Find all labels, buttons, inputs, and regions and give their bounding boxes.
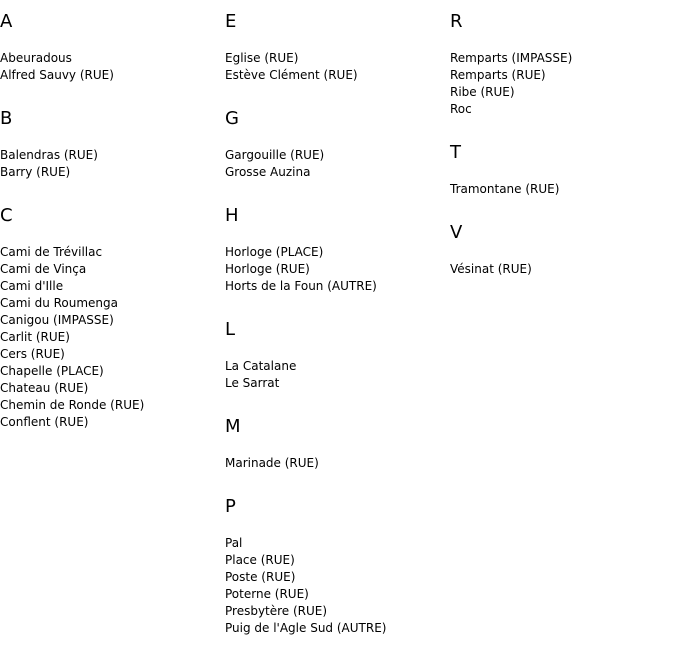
letter-heading: C (0, 205, 13, 226)
street-link[interactable]: La Catalane (225, 359, 297, 373)
letter-section (225, 319, 445, 392)
street-link[interactable]: Cers (RUE) (0, 347, 65, 361)
street-link[interactable]: Grosse Auzina (225, 165, 311, 179)
street-link[interactable]: Horloge (PLACE) (225, 245, 324, 259)
letter-heading: P (225, 496, 236, 517)
street-list (450, 261, 670, 278)
street-link[interactable]: Poste (RUE) (225, 570, 296, 584)
letter-section (450, 11, 670, 118)
street-link[interactable]: Ribe (RUE) (450, 85, 515, 99)
street-list (225, 50, 445, 84)
street-link[interactable]: Abeuradous (0, 51, 72, 65)
letter-section (450, 142, 670, 198)
street-link[interactable]: Gargouille (RUE) (225, 148, 325, 162)
street-list (225, 455, 445, 472)
letter-section (0, 11, 220, 84)
street-link[interactable]: Cami du Roumenga (0, 296, 119, 310)
street-link[interactable]: Pal (225, 536, 243, 550)
letter-section (0, 108, 220, 181)
street-link[interactable]: Remparts (IMPASSE) (450, 51, 573, 65)
street-link[interactable]: Presbytère (RUE) (225, 604, 328, 618)
letter-section (450, 222, 670, 278)
letter-heading: E (225, 11, 237, 32)
street-link[interactable]: Puig de l'Agle Sud (AUTRE) (225, 621, 387, 635)
street-link[interactable]: Place (RUE) (225, 553, 295, 567)
letter-heading: G (225, 108, 239, 129)
street-list (225, 147, 445, 181)
index-column-2 (225, 0, 445, 661)
street-link[interactable]: Chemin de Ronde (RUE) (0, 398, 145, 412)
street-link[interactable]: Vésinat (RUE) (450, 262, 532, 276)
letter-section (225, 108, 445, 181)
street-link[interactable]: Cami d'Ille (0, 279, 64, 293)
street-list (225, 244, 445, 295)
street-link[interactable]: Cami de Trévillac (0, 245, 103, 259)
index-column-1 (0, 0, 220, 455)
street-link[interactable]: Poterne (RUE) (225, 587, 309, 601)
street-link[interactable]: Carlit (RUE) (0, 330, 70, 344)
street-list (225, 535, 445, 637)
letter-heading: A (0, 11, 13, 32)
street-link[interactable]: Remparts (RUE) (450, 68, 546, 82)
street-link[interactable]: Horts de la Foun (AUTRE) (225, 279, 377, 293)
letter-section (225, 496, 445, 637)
street-list (0, 50, 220, 84)
letter-heading: V (450, 222, 463, 243)
street-list (0, 244, 220, 431)
letter-heading: M (225, 416, 241, 437)
street-link[interactable]: Tramontane (RUE) (450, 182, 560, 196)
letter-heading: R (450, 11, 463, 32)
street-link[interactable]: Balendras (RUE) (0, 148, 98, 162)
street-link[interactable]: Eglise (RUE) (225, 51, 299, 65)
street-link[interactable]: Roc (450, 102, 472, 116)
street-link[interactable]: Barry (RUE) (0, 165, 71, 179)
letter-section (0, 205, 220, 431)
letter-section (225, 416, 445, 472)
letter-heading: B (0, 108, 13, 129)
street-list (0, 147, 220, 181)
letter-heading: H (225, 205, 239, 226)
street-link[interactable]: Horloge (RUE) (225, 262, 310, 276)
street-list (225, 358, 445, 392)
street-list (450, 50, 670, 118)
street-link[interactable]: Alfred Sauvy (RUE) (0, 68, 114, 82)
street-link[interactable]: Chateau (RUE) (0, 381, 89, 395)
street-link[interactable]: Cami de Vinça (0, 262, 87, 276)
street-link[interactable]: Canigou (IMPASSE) (0, 313, 114, 327)
letter-heading: L (225, 319, 236, 340)
street-list (450, 181, 670, 198)
street-link[interactable]: Estève Clément (RUE) (225, 68, 358, 82)
street-link[interactable]: Marinade (RUE) (225, 456, 319, 470)
street-link[interactable]: Chapelle (PLACE) (0, 364, 104, 378)
letter-heading: T (450, 142, 461, 163)
street-link[interactable]: Conflent (RUE) (0, 415, 89, 429)
street-link[interactable]: Le Sarrat (225, 376, 280, 390)
index-column-3 (450, 0, 670, 302)
letter-section (225, 11, 445, 84)
letter-section (225, 205, 445, 295)
